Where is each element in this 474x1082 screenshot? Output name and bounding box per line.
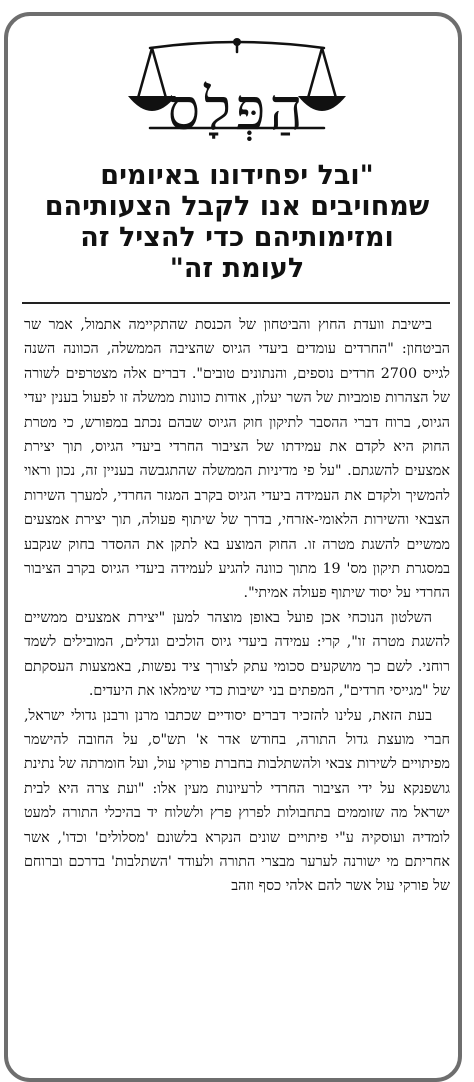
masthead-logo [0,36,474,143]
masthead-title: הַפְּלָס [167,75,307,143]
article-headline: "ובל יפחידונו באיומים שמחויבים אנו לקבל הצעותיהם ומזימותיהם כדי להציל זה לעומת זה" [44,160,430,284]
paragraph: בישיבת וועדת החוץ והביטחון של הכנסת שהתקיימה אתמול, אמר שר הביטחון: "החרדים עומדים ביעדי הגיוס שהציבה הממשלה, הכוונה השנה לגייס 2700 חרדים נוספים, והנתונים טובים". דברים אלה מצטרפים לשורה של הצהרות פומביות של השר יעלון, אודות כוונות ממשלה זו לפעול בענין יעדי הגיוס, ברוח דברי ההסבר לתיקון חוק הגיוס שבהם נכתב במפורש, כי מטרת החוק היא לקדם את עמידתו של הציבור החרדי ביעדי הגיוס, תוך יצירת אמצעים להשגתם. "על פי מדיניות הממשלה שהתגבשה בעניין זה, נכון וראוי להמשיך ולקדם את העמידה ביעדי הגיוס בקרב המגזר החרדי, למערך השירות הצבאי והשירות הלאומי-אזרחי, בדרך של שיתוף פעולה, תוך יצירת אמצעים ממשיים להשגת מטרה זו. החוק המוצע בא לתקן את ההסדר בחוק שנקבע במסגרת תיקון מס' 19 מתוך כוונה להגיע לעמידה ביעדי הגיוס בקרב הציבור החרדי על יסוד שיתוף פעולה אמיתי". [24,317,450,602]
article-body [24,313,450,899]
paragraph: בעת הזאת, עלינו להזכיר דברים יסודיים שכתבו מרנן ורבנן גדולי ישראל, חברי מועצת גדול התורה, בחודש אדר א' תש"ס, על החובה להישמר מפיתויים לשירות צבאי ולהשתלבות בחברת פורקי עול, ועל חומרתה של נתינת גושפנקא על ידי הציבור החרדי לרעיונות מעין אלו: "ועת צרה היא לבית ישראל מה שזוממים בתחבולות לפרוץ פרץ ולשלוח יד בהיכלי התורה למעט לומדיה ועוסקיה ע"י פיתויים שונים הנקרא בלשונם 'מסלולים' וכדו', אשר אחריתם מי ישורנה לערער מבצרי התורה ולעודד 'השתלבות' בדרכם וברוחם של פורקי עול אשר להם אלהי כסף וזהב [24,707,450,895]
headline-divider [22,302,450,304]
paragraph: השלטון הנוכחי אכן פועל באופן מוצהר למען "יצירת אמצעים ממשיים להשגת מטרה זו", קרי: עמידה ביעדי גיוס הולכים וגדלים, המובילים לשמד רוחני. לשם כך מושקעים סכומי עתק לצורך ציד נפשות, באמצעות העסקתם של "מגייסי חרדים", המפתים בני ישיבות כדי שימלאו את היעדים. [24,609,450,700]
